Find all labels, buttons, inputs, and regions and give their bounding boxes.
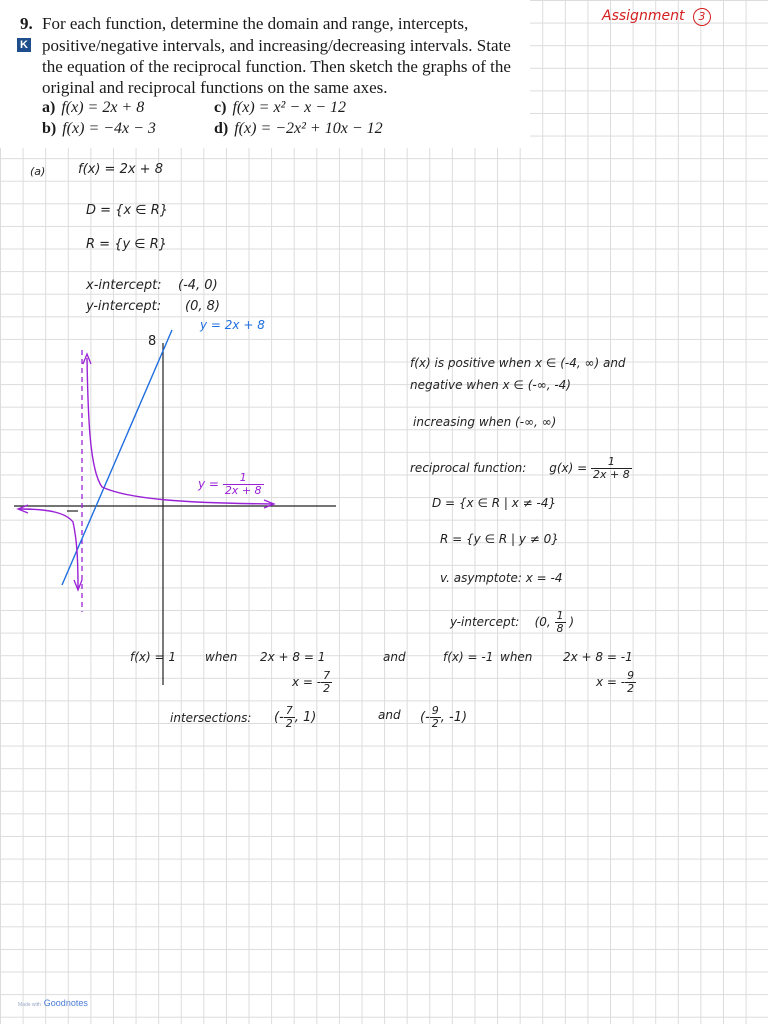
eq2-when: when xyxy=(500,650,533,664)
line-label: y = 2x + 8 xyxy=(200,318,265,332)
part-a-label: (a) xyxy=(30,165,46,178)
y-intercept-label: y-intercept: xyxy=(86,299,162,314)
question-line-1: For each function, determine the domain and range, intercepts, xyxy=(42,14,469,33)
reciprocal-graph-label: y = $\frac{1}{2x + 8}$ xyxy=(198,471,262,497)
eq2-lhs: f(x) = -1 xyxy=(443,650,494,664)
assignment-label: Assignment xyxy=(602,8,685,24)
intersections-label: intersections: xyxy=(170,711,252,725)
work-domain: D = {x ∈ R} xyxy=(86,203,169,218)
reciprocal-function: reciprocal function: g(x) = $\frac{1}{2x + 8}$ xyxy=(410,455,630,481)
and-text-1: and xyxy=(383,650,406,664)
question-line-3: the equation of the reciprocal function. Then sketch the graphs of the xyxy=(42,57,511,76)
question-line-2: positive/negative intervals, and increasing/decreasing intervals. State xyxy=(42,36,511,55)
x-intercept-label: x-intercept: xyxy=(86,278,162,293)
part-d: d) f(x) = −2x² + 10x − 12 xyxy=(214,120,383,137)
reciprocal-range: R = {y ∈ R | y ≠ 0} xyxy=(440,532,559,546)
eq1-rhs: 2x + 8 = 1 xyxy=(260,650,326,664)
assignment-number: 3 xyxy=(693,8,711,26)
x-intercept-value: (-4, 0) xyxy=(178,278,218,293)
eq2-rhs: 2x + 8 = -1 xyxy=(563,650,633,664)
vertical-asymptote: v. asymptote: x = -4 xyxy=(440,571,563,585)
part-b: b) f(x) = −4x − 3 xyxy=(42,120,156,137)
question-number: 9. xyxy=(20,14,33,33)
and-text-2: and xyxy=(378,708,401,722)
reciprocal-left-branch xyxy=(20,509,78,588)
work-range: R = {y ∈ R} xyxy=(86,237,168,252)
increasing-interval: increasing when (-∞, ∞) xyxy=(413,415,557,429)
question-line-4: original and reciprocal functions on the same axes. xyxy=(42,78,388,97)
reciprocal-y-intercept: y-intercept: (0, $\frac{1}{8}$ ) xyxy=(450,609,575,635)
eq1-when: when xyxy=(205,650,238,664)
part-a: a) f(x) = 2x + 8 xyxy=(42,99,145,116)
eq1-lhs: f(x) = 1 xyxy=(130,650,177,664)
y-intercept-value: (0, 8) xyxy=(185,299,220,314)
reciprocal-domain: D = {x ∈ R | x ≠ -4} xyxy=(432,496,557,510)
negative-interval: negative when x ∈ (-∞, -4) xyxy=(410,378,571,392)
work-function: f(x) = 2x + 8 xyxy=(78,162,163,177)
eq2-solution: x = - $\frac{9}{2}$ xyxy=(596,669,635,695)
intersection-point-1: (- $\frac{7}{2}$ , 1) xyxy=(274,704,317,730)
linear-function-line xyxy=(62,330,172,585)
y-tick-label: 8 xyxy=(148,334,157,349)
intersection-point-2: (- $\frac{9}{2}$ , -1) xyxy=(420,704,468,730)
part-c: c) f(x) = x² − x − 12 xyxy=(214,99,347,116)
eq1-solution: x = - $\frac{7}{2}$ xyxy=(292,669,331,695)
goodnotes-watermark: Made with Goodnotes xyxy=(18,998,88,1008)
knowledge-badge: K xyxy=(17,38,31,52)
positive-interval: f(x) is positive when x ∈ (-4, ∞) and xyxy=(410,356,626,370)
